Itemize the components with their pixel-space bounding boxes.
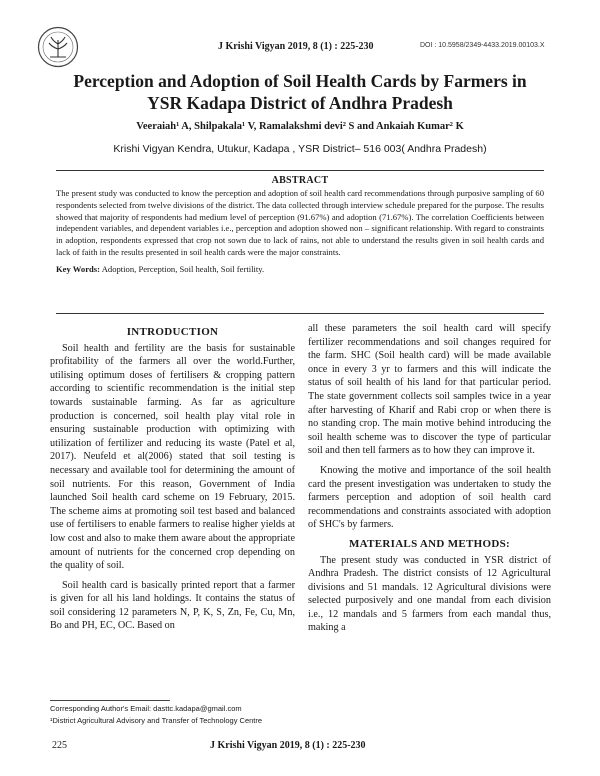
footnote-divider <box>50 700 170 701</box>
keywords-list: Adoption, Perception, Soil health, Soil fertility. <box>100 263 265 274</box>
abstract-heading: ABSTRACT <box>271 175 329 186</box>
keywords-label: Key Words: <box>56 263 101 274</box>
keywords <box>56 264 544 274</box>
abstract-text: The present study was conducted to know the perception and adoption of soil health card recommendations through purposive sampling of 60 respondents selected from twelve divisions of the district. The data collected through interview schedule prepared for the purpose. The results showed that majority of respondents had medium level of perception (91.67%) and adoption (71.67%). The correlation Coefficients between independent variables, and dependent variables i.e., perception and adoption showed non – significant relationship. With regard to constraints in adoption, respondents expressed that crop not sown due to lack of rains, not able to understand the results given in soil health cards and lack of faith in the results presented in soil health cards were the major constraints. <box>56 188 544 257</box>
journal-footer: J Krishi Vigyan 2019, 8 (1) : 225-230 <box>210 740 366 751</box>
journal-logo-icon <box>37 26 79 68</box>
left-column <box>50 322 295 639</box>
methods-paragraph-1: The present study was conducted in YSR district of Andhra Pradesh. The district consists of 12 Agricultural divisions and 51 mandals. 12 Agricultural divisions were selected purposively and one mandal from each division i.e., 12 mandals and 5 farmers from each mandal thus, making a <box>308 554 551 634</box>
page-number: 225 <box>52 740 67 751</box>
doi-label: DOI : 10.5958/2349-4433.2019.00103.X <box>420 42 545 49</box>
affiliation: Krishi Vigyan Kendra, Utukur, Kadapa , YSR District– 516 003( Andhra Pradesh) <box>113 143 487 155</box>
corresponding-author-footnote: Corresponding Author's Email: dasttc.kadapa@gmail.com <box>50 704 242 713</box>
methods-heading: MATERIALS AND METHODS: <box>348 537 511 550</box>
right-column <box>308 322 551 641</box>
author-list: Veeraiah¹ A, Shilpakala¹ V, Ramalakshmi devi² S and Ankaiah Kumar² K <box>136 121 464 132</box>
intro-paragraph-3: all these parameters the soil health card will specify fertilizer recommendations and soil changes required for the farm. SHC (Soil health card) will be made available once in every 3 yr to farmers and this will indicate the status of soil health of his land for that particular period. The state government collects soil samples twice in a year after harvesting of Kharif and Rabi crop or when there is no standing crop. The main motive behind introducing the soil health scheme was to discover the type of particular soil and then tell farmers as to how they can improve it. <box>308 323 551 457</box>
journal-header: J Krishi Vigyan 2019, 8 (1) : 225-230 <box>218 41 374 52</box>
intro-paragraph-1: Soil health and fertility are the basis for sustainable profitability of the farmers all over the world.Further, utilising optimum doses of fertilisers & cropping pattern according to scientific recommendation is the initial step towards sustainable farming. As far as agriculture production is concerned, soil health play vital role in ensuring sustainable production with optimizing with utilization of fertilizer and reducing its waste (Patel et al, 2017). Neufeld et al(2006) stated that soil testing is necessary and available tool for determining the amount of soil nutrients. For this reason, Government of India launched Soil health card scheme on 19 February, 2015. The scheme aims at promoting soil test based and balanced use of fertilisers to enable farmers to realise higher yields at low cost and also to make them aware about the appropriate amount of nutrients for the concerned crop depending on the quality of soil. <box>50 342 295 572</box>
abstract-box <box>56 170 544 314</box>
title-line-2: YSR Kadapa District of Andhra Pradesh <box>147 93 453 113</box>
affiliation-footnote: ¹District Agricultural Advisory and Transfer of Technology Centre <box>50 716 263 725</box>
introduction-heading: INTRODUCTION <box>126 326 219 338</box>
paper-title <box>40 70 560 114</box>
intro-paragraph-2: Soil health card is basically printed report that a farmer is given for all his land holdings. It contains the status of soil considering 12 parameters N, P, K, S, Zn, Fe, Cu, Mn, Bo and PH, EC, OC. Based on <box>50 579 295 632</box>
intro-paragraph-4: Knowing the motive and importance of the soil health card the present investigation was undertaken to study the farmers perception and adoption of soil health card recommendations and constraints associated with adoption of SHC's by farmers. <box>308 464 551 531</box>
title-line-1: Perception and Adoption of Soil Health Cards by Farmers in <box>73 71 527 91</box>
